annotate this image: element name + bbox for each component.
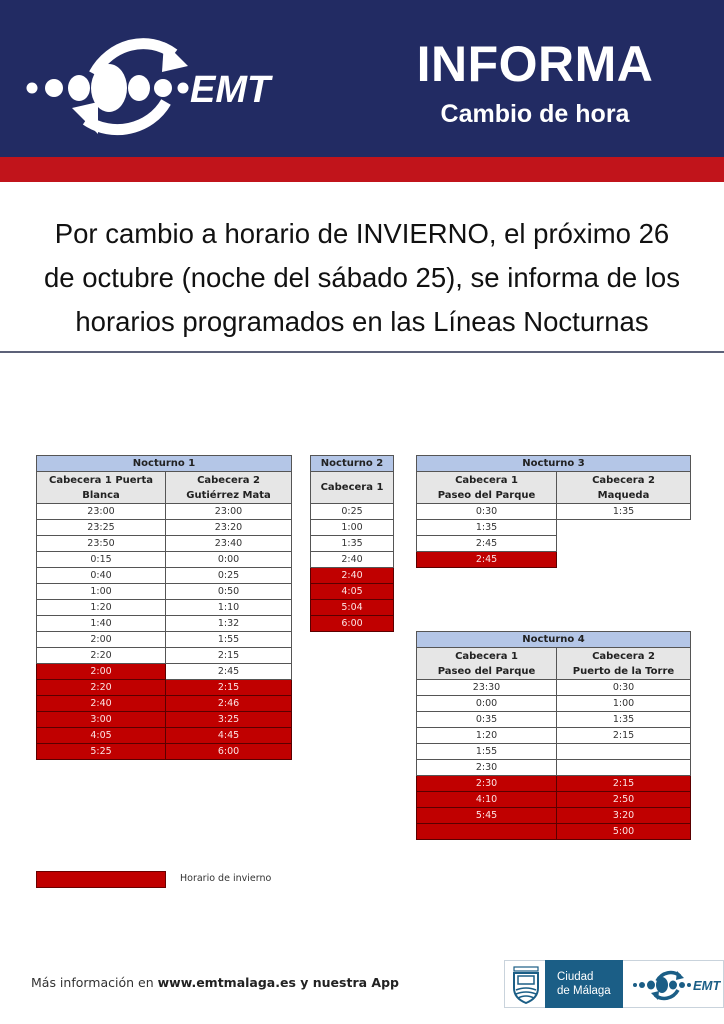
table-row xyxy=(37,680,292,696)
schedule-table-nocturno-4 xyxy=(416,631,691,840)
table-row xyxy=(311,600,394,616)
footer-link[interactable]: www.emtmalaga.es y nuestra App xyxy=(157,975,399,990)
table-row xyxy=(311,616,394,632)
column-header: Cabecera 1 xyxy=(311,472,394,504)
time-cell: 23:25 xyxy=(37,520,166,536)
time-cell: 5:25 xyxy=(37,744,166,760)
time-cell: 0:25 xyxy=(166,568,292,584)
column-header: Cabecera 1 Paseo del Parque xyxy=(417,472,557,504)
svg-text:EMT: EMT xyxy=(190,69,271,111)
table-body xyxy=(417,680,691,840)
table-title: Nocturno 2 xyxy=(311,456,394,472)
table-row xyxy=(417,824,691,840)
column-header: Cabecera 1 Paseo del Parque xyxy=(417,648,557,680)
table-row xyxy=(417,808,691,824)
time-cell: 2:15 xyxy=(557,776,691,792)
schedule-table-nocturno-1 xyxy=(36,455,292,760)
time-cell: 1:55 xyxy=(417,744,557,760)
table-row xyxy=(417,520,691,536)
empty-cell xyxy=(557,552,691,568)
time-cell: 3:00 xyxy=(37,712,166,728)
time-cell: 1:35 xyxy=(417,520,557,536)
table-row xyxy=(37,664,292,680)
table-row xyxy=(37,568,292,584)
column-header: Cabecera 1 Puerta Blanca xyxy=(37,472,166,504)
time-cell: 0:50 xyxy=(166,584,292,600)
malaga-shield-icon xyxy=(511,966,541,1004)
table-row xyxy=(417,696,691,712)
time-cell: 2:15 xyxy=(166,680,292,696)
table-title: Nocturno 3 xyxy=(417,456,691,472)
time-cell: 1:20 xyxy=(417,728,557,744)
table-row xyxy=(37,504,292,520)
table-row xyxy=(417,536,691,552)
table-row xyxy=(37,552,292,568)
time-cell: 23:00 xyxy=(37,504,166,520)
table-row xyxy=(37,536,292,552)
time-cell: 4:05 xyxy=(311,584,394,600)
table-row xyxy=(37,632,292,648)
time-cell: 4:10 xyxy=(417,792,557,808)
time-cell: 1:20 xyxy=(37,600,166,616)
time-cell: 0:00 xyxy=(417,696,557,712)
column-header: Cabecera 2 Puerto de la Torre xyxy=(557,648,691,680)
table-row xyxy=(417,728,691,744)
column-header: Cabecera 2 Maqueda xyxy=(557,472,691,504)
table-row xyxy=(311,568,394,584)
table-row xyxy=(417,712,691,728)
time-cell: 23:40 xyxy=(166,536,292,552)
time-cell: 23:30 xyxy=(417,680,557,696)
emt-logo-small-icon xyxy=(631,967,721,1003)
table-row xyxy=(417,744,691,760)
table-row xyxy=(37,520,292,536)
divider xyxy=(0,351,724,353)
table-row xyxy=(311,536,394,552)
table-row xyxy=(417,776,691,792)
time-cell: 0:40 xyxy=(37,568,166,584)
time-cell: 5:00 xyxy=(557,824,691,840)
time-cell: 1:55 xyxy=(166,632,292,648)
schedule-table-nocturno-3 xyxy=(416,455,691,568)
time-cell: 0:15 xyxy=(37,552,166,568)
time-cell: 2:40 xyxy=(37,696,166,712)
table-row xyxy=(417,504,691,520)
time-cell: 2:45 xyxy=(417,536,557,552)
time-cell: 2:20 xyxy=(37,680,166,696)
table-row xyxy=(311,552,394,568)
time-cell: 0:25 xyxy=(311,504,394,520)
page-subtitle: Cambio de hora xyxy=(440,100,630,128)
table-row xyxy=(311,584,394,600)
table-row xyxy=(37,616,292,632)
table-row xyxy=(37,584,292,600)
time-cell: 1:00 xyxy=(37,584,166,600)
time-cell: 6:00 xyxy=(311,616,394,632)
ciudad-de-malaga-label: Ciudad de Málaga xyxy=(545,960,623,1008)
table-row xyxy=(37,728,292,744)
empty-cell xyxy=(557,520,691,536)
time-cell: 2:40 xyxy=(311,552,394,568)
time-cell: 2:46 xyxy=(166,696,292,712)
table-row xyxy=(417,552,691,568)
time-cell: 1:00 xyxy=(311,520,394,536)
time-cell: 1:00 xyxy=(557,696,691,712)
time-cell: 1:35 xyxy=(557,504,691,520)
time-cell: 2:15 xyxy=(557,728,691,744)
footer-prefix: Más información en xyxy=(31,975,158,990)
legend-swatch-winter xyxy=(36,871,166,888)
time-cell: 1:10 xyxy=(166,600,292,616)
time-cell: 23:20 xyxy=(166,520,292,536)
column-header: Cabecera 2 Gutiérrez Mata xyxy=(166,472,292,504)
time-cell: 1:35 xyxy=(311,536,394,552)
time-cell: 2:50 xyxy=(557,792,691,808)
intro-line-2: de octubre (noche del sábado 25), se informa de los xyxy=(44,262,680,293)
legend-label: Horario de invierno xyxy=(180,873,272,884)
schedule-table-nocturno-2 xyxy=(310,455,394,632)
table-row xyxy=(37,600,292,616)
time-cell: 1:32 xyxy=(166,616,292,632)
red-band xyxy=(0,157,724,182)
time-cell: 5:04 xyxy=(311,600,394,616)
table-title: Nocturno 4 xyxy=(417,632,691,648)
table-row xyxy=(417,792,691,808)
page-title: INFORMA xyxy=(416,36,654,92)
time-cell: 6:00 xyxy=(166,744,292,760)
time-cell: 4:45 xyxy=(166,728,292,744)
table-row xyxy=(37,712,292,728)
time-cell: 3:20 xyxy=(557,808,691,824)
empty-cell xyxy=(557,536,691,552)
time-cell: 23:50 xyxy=(37,536,166,552)
time-cell: 0:00 xyxy=(166,552,292,568)
time-cell: 3:25 xyxy=(166,712,292,728)
time-cell: 2:30 xyxy=(417,760,557,776)
svg-text:EMT: EMT xyxy=(693,978,721,993)
table-body xyxy=(37,504,292,760)
time-cell: 2:45 xyxy=(417,552,557,568)
time-cell: 2:15 xyxy=(166,648,292,664)
table-row xyxy=(311,504,394,520)
table-row xyxy=(37,744,292,760)
intro-line-1: Por cambio a horario de INVIERNO, el próximo 26 xyxy=(54,218,670,249)
intro-text xyxy=(10,212,714,344)
time-cell: 2:30 xyxy=(417,776,557,792)
header-banner xyxy=(0,0,724,157)
intro-line-3: horarios programados en las Líneas Nocturnas xyxy=(75,306,649,337)
time-cell xyxy=(557,760,691,776)
table-title: Nocturno 1 xyxy=(37,456,292,472)
time-cell: 1:40 xyxy=(37,616,166,632)
time-cell xyxy=(417,824,557,840)
time-cell: 0:30 xyxy=(557,680,691,696)
table-row xyxy=(417,760,691,776)
time-cell: 1:35 xyxy=(557,712,691,728)
time-cell: 2:45 xyxy=(166,664,292,680)
table-row xyxy=(417,680,691,696)
time-cell: 2:20 xyxy=(37,648,166,664)
table-body xyxy=(311,504,394,632)
time-cell: 2:00 xyxy=(37,664,166,680)
emt-logo-icon xyxy=(24,32,280,142)
table-row xyxy=(37,648,292,664)
time-cell: 23:00 xyxy=(166,504,292,520)
table-body xyxy=(417,504,691,568)
time-cell xyxy=(557,744,691,760)
time-cell: 0:35 xyxy=(417,712,557,728)
time-cell: 4:05 xyxy=(37,728,166,744)
table-row xyxy=(37,696,292,712)
time-cell: 2:00 xyxy=(37,632,166,648)
time-cell: 5:45 xyxy=(417,808,557,824)
footer-info xyxy=(31,975,399,990)
time-cell: 0:30 xyxy=(417,504,557,520)
table-row xyxy=(311,520,394,536)
partner-logos xyxy=(504,960,724,1008)
time-cell: 2:40 xyxy=(311,568,394,584)
